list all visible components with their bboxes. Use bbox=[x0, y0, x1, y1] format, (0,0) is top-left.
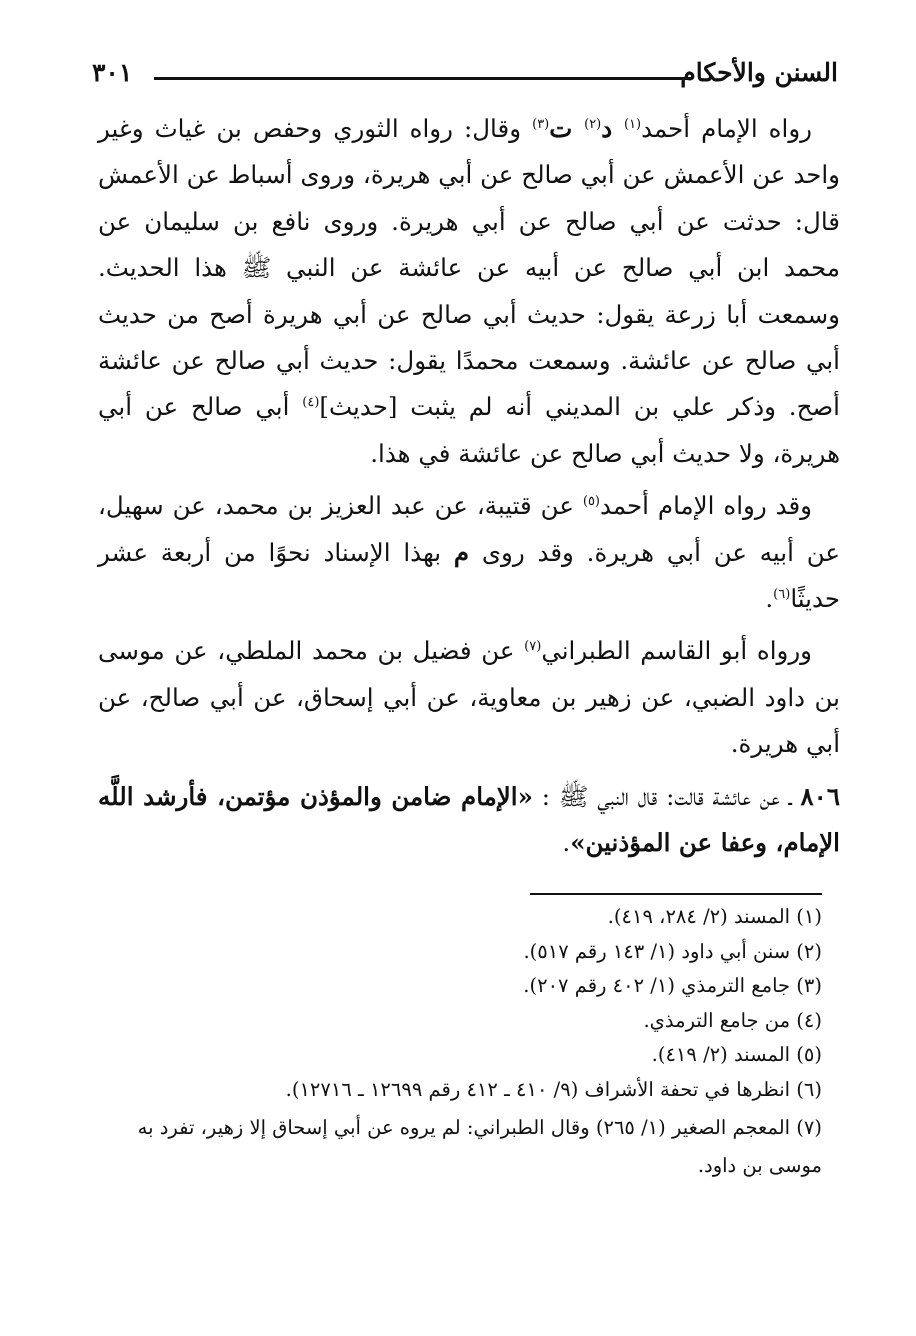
hadith-text: «الإمام ضامن والمؤذن مؤتمن، فأرشد اللَّه الإمام، وعفا عن المؤذنين» bbox=[98, 781, 840, 858]
footnote-4: (٤) من جامع الترمذي. bbox=[643, 1008, 822, 1032]
footnote-ref-1: (١) bbox=[623, 116, 642, 132]
text-run: ورواه أبو القاسم الطبراني bbox=[541, 636, 812, 666]
text-run: وقد رواه الإمام أحمد bbox=[600, 491, 812, 521]
hadith-number: ٨٠٦ bbox=[800, 781, 840, 811]
text-run: . bbox=[765, 584, 774, 614]
footnote-ref-3: (٣) bbox=[532, 116, 550, 132]
footnote-6: (٦) انظرها في تحفة الأشراف (٩/ ٤١٠ ـ ٤١٢ رقم ١٢٦٩٩ ـ ١٢٧١٦). bbox=[285, 1077, 822, 1101]
text-run: وقال: رواه الثوري وحفص بن غياث وغير واحد عن الأعمش عن أبي صالح عن أبي هريرة، وروى أسباط عن الأعمش قال: حدثت عن أبي صالح عن أبي هريرة. وروى نافع بن سليمان عن محمد ابن أبي صالح عن أبيه عن عائشة عن النبي ﷺ هذا الحديث. وسمعت أبا زرعة يقول: حديث أبي صالح عن أبي هريرة أصح من حديث أبي صالح عن عائشة. وسمعت محمدًا يقول: حديث أبي صالح عن عائشة أصح. وذكر علي بن المديني أنه لم يثبت [حديث] bbox=[98, 114, 840, 422]
paragraph-2 bbox=[98, 483, 840, 622]
header-rule bbox=[154, 77, 692, 80]
footnote-separator bbox=[530, 893, 822, 895]
footnote-ref-2: (٢) bbox=[584, 116, 602, 132]
running-header bbox=[92, 56, 838, 96]
page-number: ٣٠١ bbox=[92, 58, 133, 87]
footnote-ref-7: (٧) bbox=[524, 639, 542, 655]
paragraph-1 bbox=[98, 106, 840, 477]
text-run: ـ عن عائشة قالت: قال النبي ﷺ : bbox=[532, 781, 801, 811]
text-run: رواه الإمام أحمد bbox=[641, 114, 812, 143]
footnote-ref-4: (٤) bbox=[302, 395, 320, 411]
footnotes bbox=[94, 902, 822, 1185]
text-run: أبي صالح عن أبي هريرة، ولا حديث أبي صالح عن عائشة في هذا. bbox=[98, 392, 840, 468]
footnote-7: (٧) المعجم الصغير (١/ ٢٦٥) وقال الطبراني: لم يروه عن أبي إسحاق إلا زهير، تفرد به موسى بن داود. bbox=[137, 1116, 822, 1177]
text-run: بهذا الإسناد نحوًا من أربعة عشر حديثًا bbox=[98, 537, 840, 614]
footnote-5: (٥) المسند (٢/ ٤١٩). bbox=[651, 1043, 822, 1066]
footnote-ref-6: (٦) bbox=[773, 586, 791, 602]
siglum-t: ت bbox=[549, 114, 585, 143]
footnote-1: (١) المسند (٢/ ٢٨٤، ٤١٩). bbox=[607, 905, 822, 928]
text-run: . bbox=[562, 828, 571, 858]
footnote-3: (٣) جامع الترمذي (١/ ٤٠٢ رقم ٢٠٧). bbox=[523, 974, 822, 997]
siglum-m: م bbox=[453, 537, 470, 567]
hadith-806 bbox=[98, 774, 840, 867]
text-run: عن فضيل بن محمد الملطي، عن موسى بن داود الضبي، عن زهير بن معاوية، عن أبي إسحاق، عن أبي صالح، عن أبي هريرة. bbox=[98, 636, 840, 759]
paragraph-3 bbox=[98, 628, 840, 767]
chapter-title: السنن والأحكام bbox=[680, 58, 838, 87]
siglum-d: د bbox=[601, 114, 624, 143]
footnote-2: (٢) سنن أبي داود (١/ ١٤٣ رقم ٥١٧). bbox=[523, 939, 822, 963]
main-text bbox=[98, 106, 840, 873]
footnote-ref-5: (٥) bbox=[582, 494, 600, 510]
text-run: عن قتيبة، عن عبد العزيز بن محمد، عن سهيل، عن أبيه عن أبي هريرة. وقد روى bbox=[98, 491, 840, 567]
